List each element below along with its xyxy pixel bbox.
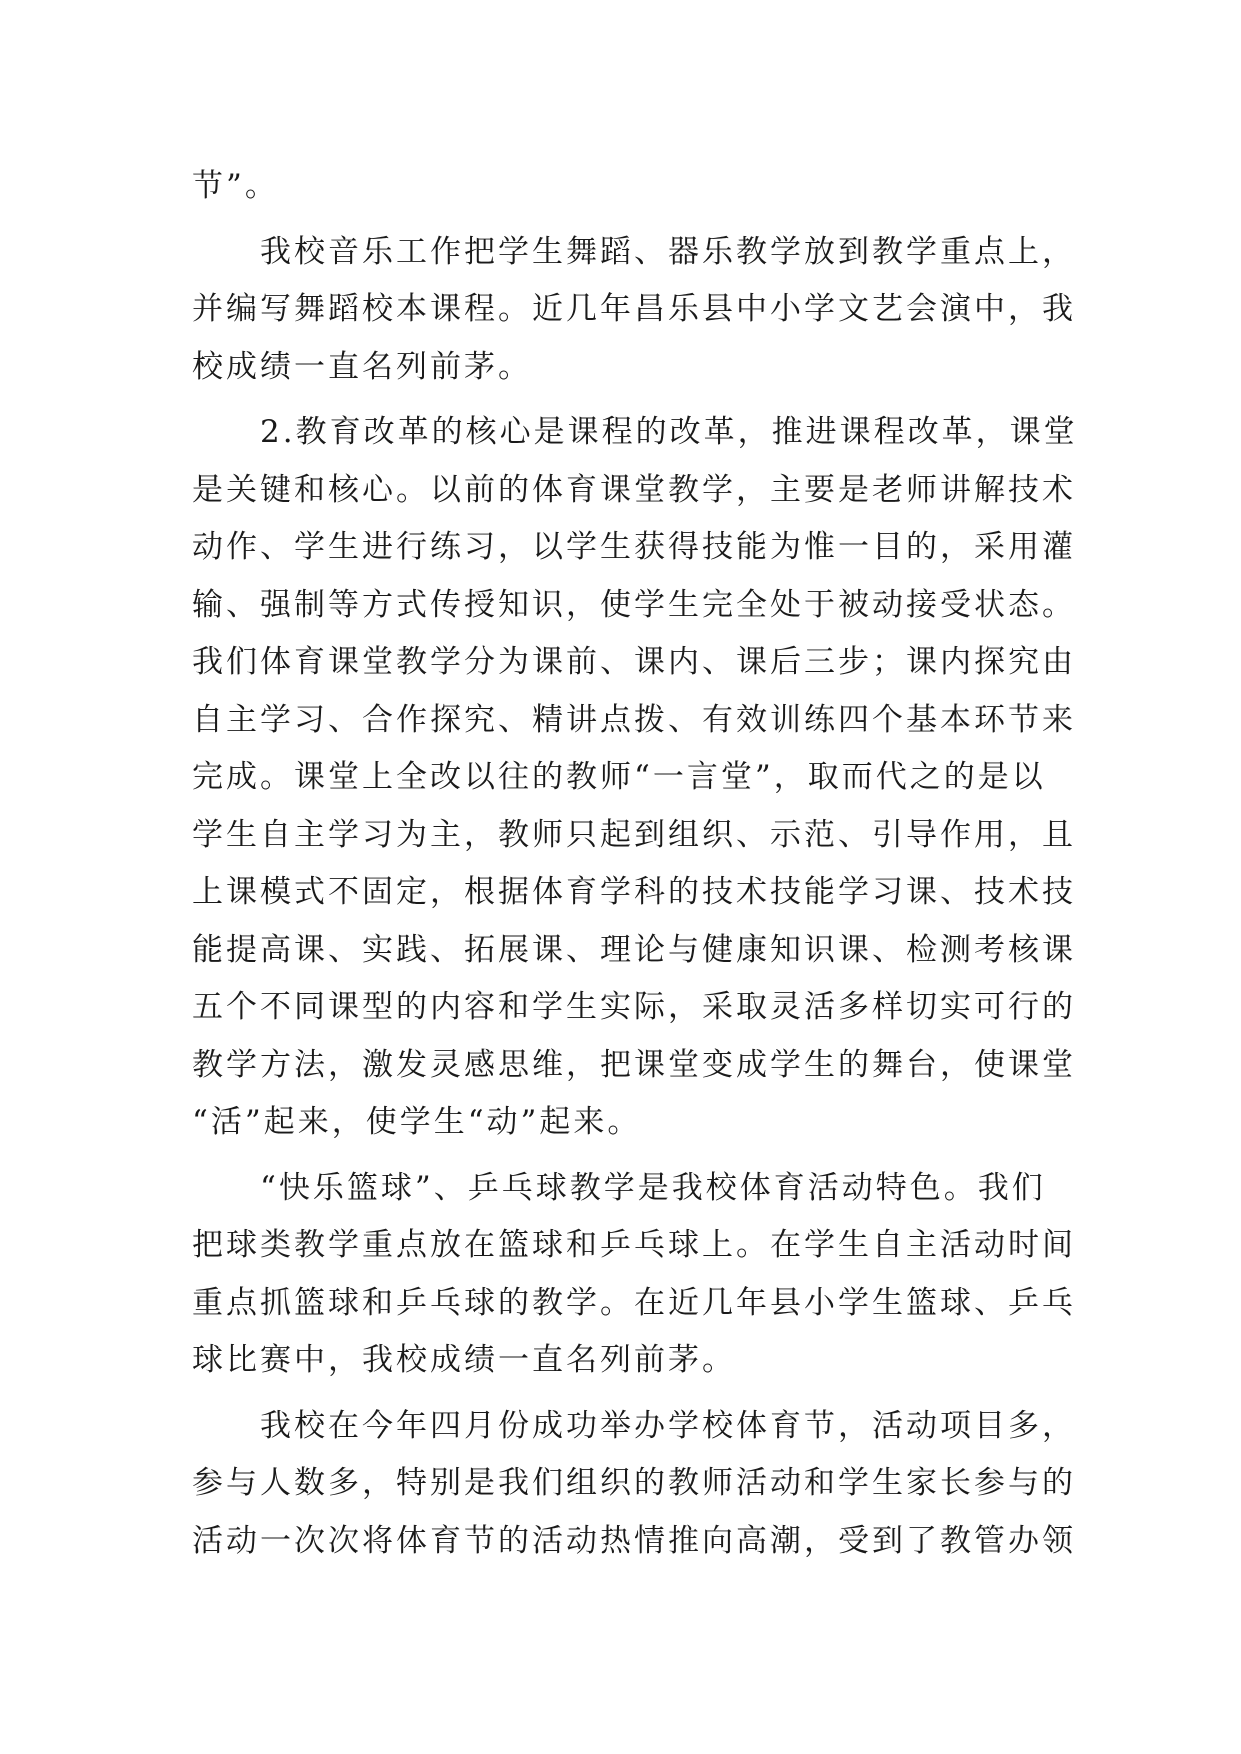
paragraph-gap: [192, 396, 1050, 404]
text-line: 学生自主学习为主，教师只起到组织、示范、引导作用，且: [192, 816, 1076, 853]
text-line: 并编写舞蹈校本课程。近几年昌乐县中小学文艺会演中，我: [192, 291, 1076, 327]
text-line: 球比赛中，我校成绩一直名列前茅。: [192, 1342, 736, 1378]
text-line: “活”起来，使学生“动”起来。: [192, 1104, 642, 1140]
text-line: 把球类教学重点放在篮球和乒乓球上。在学生自主活动时间: [192, 1227, 1076, 1263]
paragraph-gap: [192, 1152, 1050, 1160]
text-line: 五个不同课型的内容和学生实际，采取灵活多样切实可行的: [192, 989, 1076, 1025]
body-text: [192, 158, 1078, 1570]
text-line: 是关键和核心。以前的体育课堂教学，主要是老师讲解技术: [192, 471, 1076, 508]
text-line: 能提高课、实践、拓展课、理论与健康知识课、检测考核课: [192, 931, 1076, 968]
text-line: 动作、学生进行练习，以学生获得技能为惟一目的，采用灌: [192, 529, 1076, 565]
text-line: 自主学习、合作探究、精讲点拨、有效训练四个基本环节来: [192, 701, 1076, 738]
text-line: 我校音乐工作把学生舞蹈、器乐教学放到教学重点上，: [260, 233, 1076, 270]
paragraph-gap: [192, 216, 1050, 224]
text-line: 活动一次次将体育节的活动热情推向高潮，受到了教管办领: [192, 1522, 1076, 1559]
text-line: 节”。: [192, 168, 279, 204]
text-line: 参与人数多，特别是我们组织的教师活动和学生家长参与的: [192, 1465, 1076, 1501]
text-line: 完成。课堂上全改以往的教师“一言堂”，取而代之的是以: [192, 759, 1046, 795]
text-line: 我校在今年四月份成功举办学校体育节，活动项目多，: [260, 1407, 1076, 1444]
text-line: 重点抓篮球和乒乓球的教学。在近几年县小学生篮球、乒乓: [192, 1284, 1076, 1321]
text-line: “快乐篮球”、乒乓球教学是我校体育活动特色。我们: [260, 1169, 1046, 1206]
text-line: 上课模式不固定，根据体育学科的技术技能学习课、技术技: [192, 874, 1076, 910]
text-line: 2.教育改革的核心是课程的改革，推进课程改革，课堂: [260, 414, 1078, 450]
paragraph-gap: [192, 1390, 1050, 1398]
text-line: 教学方法，激发灵感思维，把课堂变成学生的舞台，使课堂: [192, 1046, 1076, 1083]
text-line: 输、强制等方式传授知识，使学生完全处于被动接受状态。: [192, 586, 1076, 623]
text-line: 校成绩一直名列前茅。: [192, 348, 532, 385]
text-line: 我们体育课堂教学分为课前、课内、课后三步；课内探究由: [192, 644, 1076, 680]
